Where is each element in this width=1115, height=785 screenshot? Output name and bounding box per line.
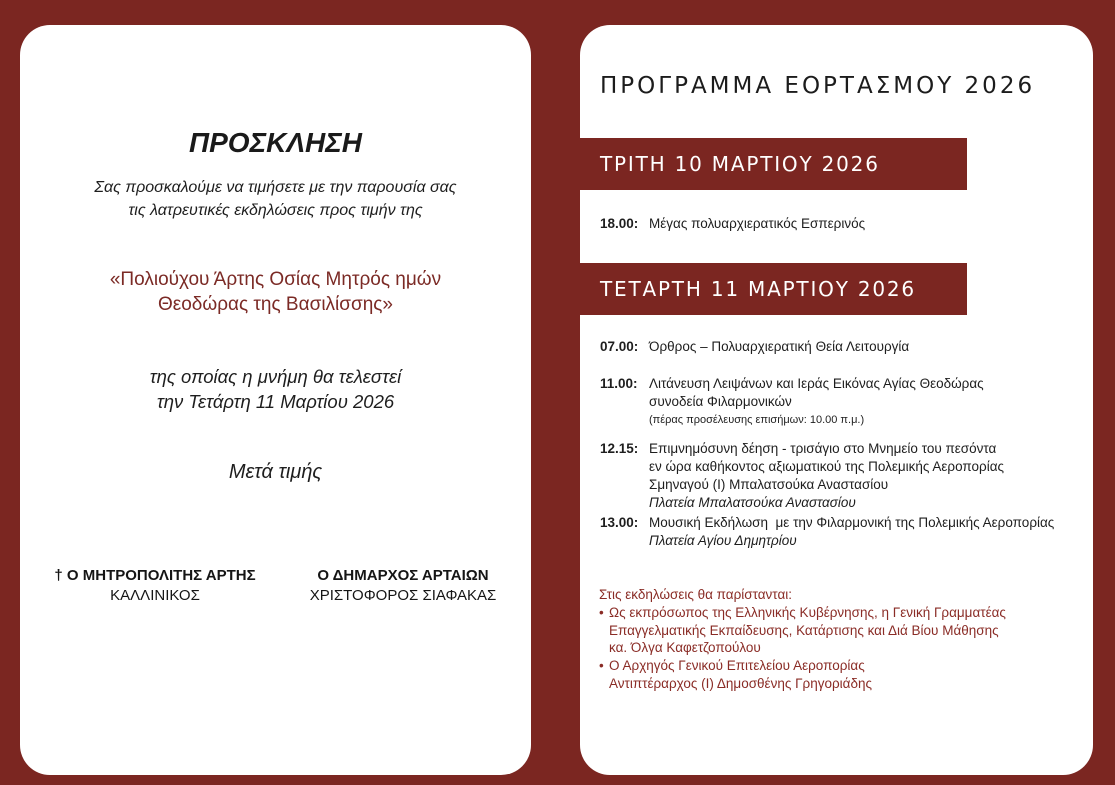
memory-line: την Τετάρτη 11 Μαρτίου 2026 bbox=[156, 391, 395, 412]
event-line: Μέγας πολυαρχιερατικός Εσπερινός bbox=[649, 216, 866, 231]
honoree-line: «Πολιούχου Άρτης Οσίας Μητρός ημών bbox=[109, 269, 442, 290]
event-row bbox=[600, 215, 865, 233]
event-line: συνοδεία Φιλαρμονικών bbox=[649, 394, 792, 409]
attendee-item bbox=[599, 604, 1006, 657]
event-line: Σμηναγού (Ι) Μπαλατσούκα Αναστασίου bbox=[649, 477, 889, 492]
event-description bbox=[649, 514, 1054, 550]
attendee-line: Αντιπτέραρχος (Ι) Δημοσθένης Γρηγοριάδης bbox=[609, 675, 872, 691]
event-row bbox=[600, 440, 1004, 512]
invitation-intro bbox=[20, 176, 531, 222]
event-line: Όρθρος – Πολυαρχιερατική Θεία Λειτουργία bbox=[649, 339, 910, 354]
event-row bbox=[600, 375, 984, 429]
memory-line: της οποίας η μνήμη θα τελεστεί bbox=[149, 366, 402, 387]
attendees-heading: Στις εκδηλώσεις θα παρίστανται: bbox=[599, 587, 793, 602]
honoree-line: Θεοδώρας της Βασιλίσσης» bbox=[157, 294, 394, 315]
attendee-line: Ως εκπρόσωπος της Ελληνικής Κυβέρνησης, η Γενική Γραμματέας bbox=[609, 604, 1006, 620]
memory-date bbox=[20, 364, 531, 414]
honoree-name bbox=[20, 267, 531, 317]
intro-line: Σας προσκαλούμε να τιμήσετε με την παρουσία σας bbox=[94, 179, 457, 196]
bullet-icon: • bbox=[599, 658, 604, 674]
event-description bbox=[649, 215, 865, 233]
event-row bbox=[600, 514, 1054, 550]
event-time: 18.00: bbox=[600, 216, 639, 231]
event-description bbox=[649, 440, 1004, 512]
event-location: Πλατεία Μπαλατσούκα Αναστασίου bbox=[649, 495, 856, 510]
attendees-list bbox=[599, 586, 1006, 693]
event-description bbox=[649, 375, 984, 429]
program-title: ΠΡΟΓΡΑΜΜΑ ΕΟΡΤΑΣΜΟΥ 2026 bbox=[600, 73, 1036, 99]
event-time: 11.00: bbox=[600, 376, 638, 391]
attendee-line: Επαγγελματικής Εκπαίδευσης, Κατάρτισης και Διά Βίου Μάθησης bbox=[609, 622, 999, 638]
attendee-line: Ο Αρχηγός Γενικού Επιτελείου Αεροπορίας bbox=[609, 658, 865, 674]
attendee-line: κα. Όλγα Καφετζοπούλου bbox=[609, 640, 761, 656]
event-line: Μουσική Εκδήλωση με την Φιλαρμονική της Πολεμικής Αεροπορίας bbox=[649, 515, 1055, 530]
signatory-role: Ο ΔΗΜΑΡΧΟΣ ΑΡΤΑΙΩΝ bbox=[317, 567, 489, 584]
event-time: 12.15: bbox=[600, 441, 639, 456]
event-time: 07.00: bbox=[600, 339, 639, 354]
event-location: Πλατεία Αγίου Δημητρίου bbox=[649, 533, 797, 548]
intro-line: τις λατρευτικές εκδηλώσεις προς τιμήν της bbox=[128, 202, 423, 219]
event-line: Λιτάνευση Λειψάνων και Ιεράς Εικόνας Αγίας Θεοδώρας bbox=[649, 376, 984, 391]
attendee-item bbox=[599, 657, 1006, 693]
event-time: 13.00: bbox=[600, 515, 639, 530]
signatory-name: ΧΡΙΣΤΟΦΟΡΟΣ ΣΙΑΦΑΚΑΣ bbox=[309, 587, 497, 604]
signature-metropolitan bbox=[35, 566, 275, 606]
day-heading-tuesday: ΤΡΙΤΗ 10 ΜΑΡΤΙΟΥ 2026 bbox=[580, 138, 967, 190]
signatory-role: † Ο ΜΗΤΡΟΠΟΛΙΤΗΣ ΑΡΤΗΣ bbox=[54, 567, 256, 584]
event-description bbox=[649, 338, 909, 356]
attendee-text bbox=[609, 657, 872, 693]
bullet-icon: • bbox=[599, 604, 604, 620]
event-line: εν ώρα καθήκοντος αξιωματικού της Πολεμικής Αεροπορίας bbox=[649, 459, 1005, 474]
closing-text: Μετά τιμής bbox=[228, 461, 323, 483]
day-heading-wednesday: ΤΕΤΑΡΤΗ 11 ΜΑΡΤΙΟΥ 2026 bbox=[580, 263, 967, 315]
event-row bbox=[600, 338, 909, 356]
program-panel bbox=[580, 25, 1093, 775]
signature-mayor bbox=[283, 566, 523, 606]
invitation-title: ΠΡΟΣΚΛΗΣΗ bbox=[189, 127, 362, 158]
signatory-name: ΚΑΛΛΙΝΙΚΟΣ bbox=[110, 587, 200, 604]
attendee-text bbox=[609, 604, 1006, 657]
event-line: Επιμνημόσυνη δέηση - τρισάγιο στο Μνημείο του πεσόντα bbox=[649, 441, 997, 456]
invitation-panel bbox=[20, 25, 531, 775]
event-note: (πέρας προσέλευσης επισήμων: 10.00 π.μ.) bbox=[649, 414, 865, 426]
